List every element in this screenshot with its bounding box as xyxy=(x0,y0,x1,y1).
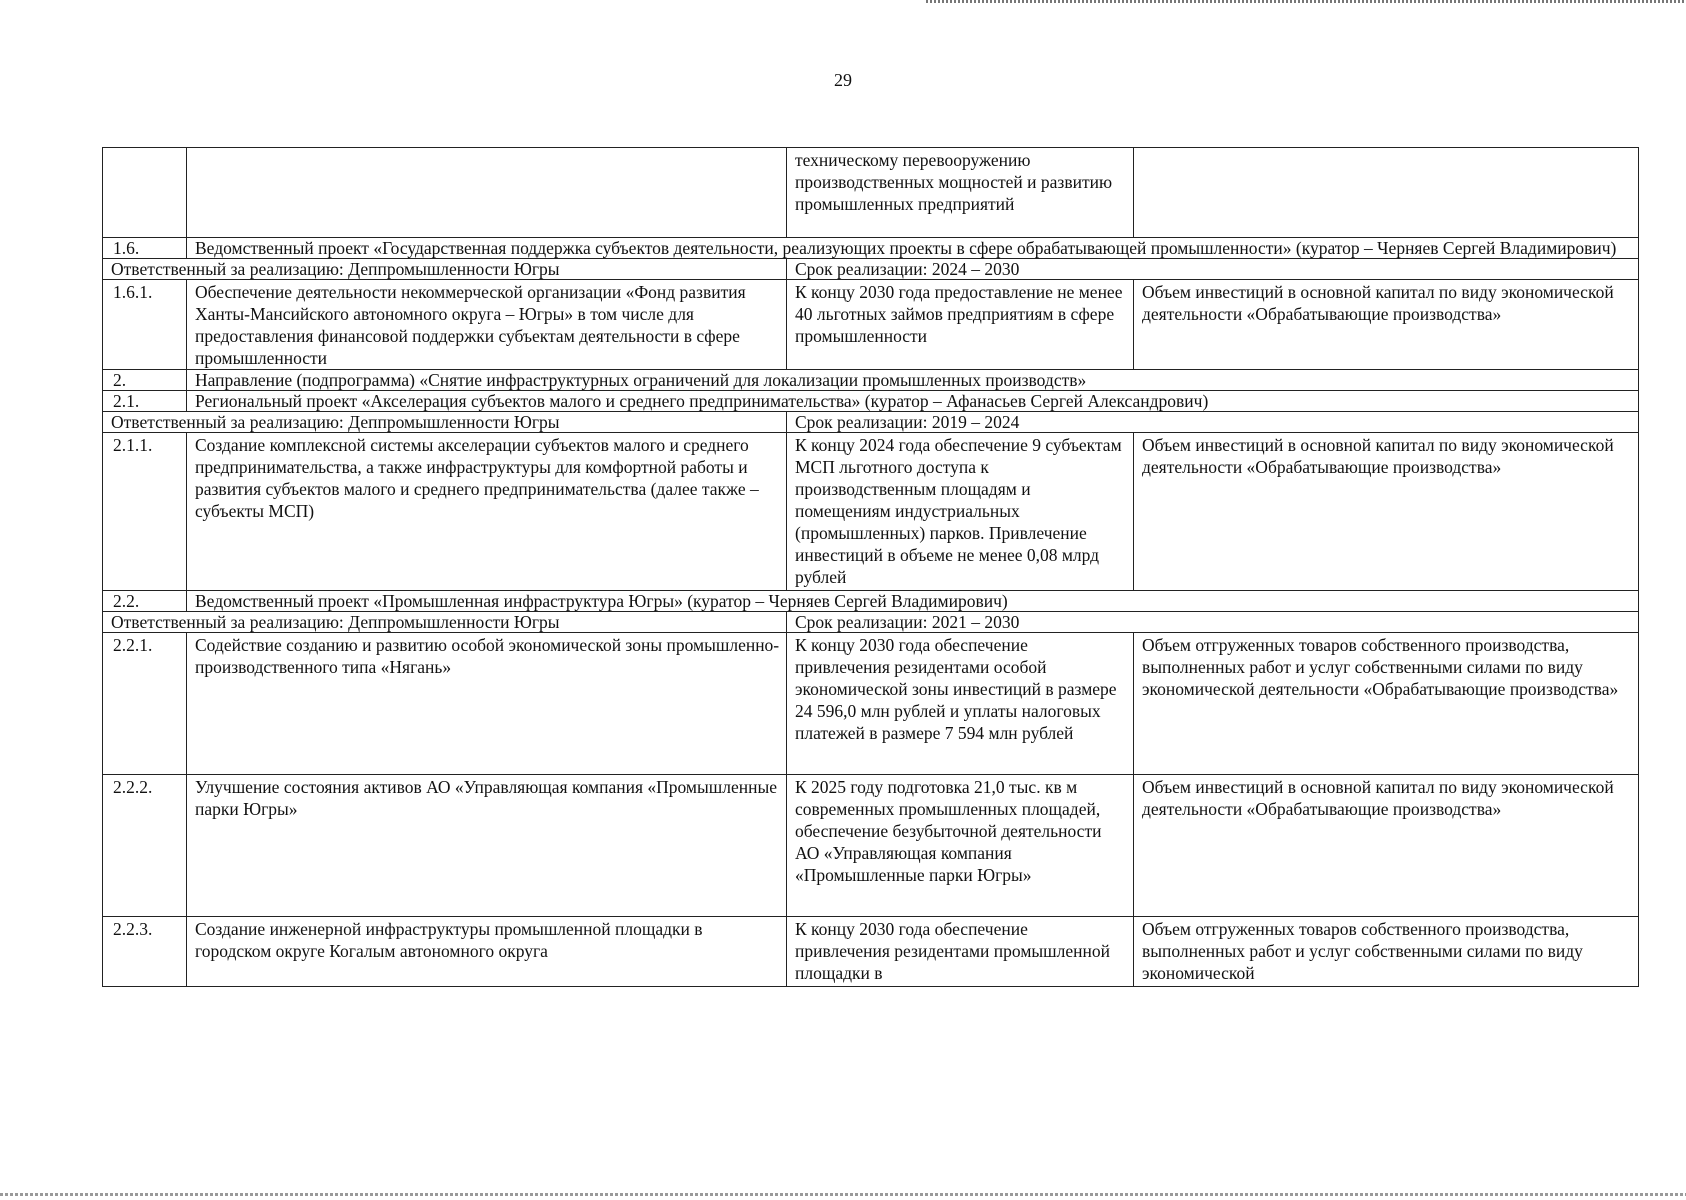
indicator-cell xyxy=(1134,148,1639,238)
section-number: 2.2. xyxy=(103,591,187,612)
table-row xyxy=(103,633,1639,775)
term-cell: Срок реализации: 2019 – 2024 xyxy=(787,412,1639,433)
task-cell: Обеспечение деятельности некоммерческой организации «Фонд развития Ханты-Мансийского автономного округа – Югры» в том числе для предоставления финансовой поддержки субъектам деятельности в сфере промышленности xyxy=(187,280,787,370)
indicator-cell: Объем отгруженных товаров собственного производства, выполненных работ и услуг собственными силами по виду экономической деятельности «Обрабатывающие производства» xyxy=(1134,633,1639,775)
number-cell xyxy=(103,148,187,238)
number-cell: 1.6.1. xyxy=(103,280,187,370)
section-row xyxy=(103,370,1639,391)
page-number: 29 xyxy=(834,70,852,90)
section-title: Ведомственный проект «Промышленная инфраструктура Югры» (куратор – Черняев Сергей Владимирович) xyxy=(187,591,1639,612)
responsible-row xyxy=(103,259,1639,280)
task-cell: Создание комплексной системы акселерации субъектов малого и среднего предпринимательства, а также инфраструктуры для комфортной работы и развития субъектов малого и среднего предпринимательства (далее также – субъекты МСП) xyxy=(187,433,787,591)
responsible-row xyxy=(103,412,1639,433)
indicator-cell: Объем инвестиций в основной капитал по виду экономической деятельности «Обрабатывающие производства» xyxy=(1134,280,1639,370)
table-row xyxy=(103,775,1639,917)
number-cell: 2.1.1. xyxy=(103,433,187,591)
number-cell: 2.2.3. xyxy=(103,917,187,987)
task-cell: Создание инженерной инфраструктуры промышленной площадки в городском округе Когалым автономного округа xyxy=(187,917,787,987)
task-cell: Содействие созданию и развитию особой экономической зоны промышленно-производственного типа «Нягань» xyxy=(187,633,787,775)
indicator-cell: Объем инвестиций в основной капитал по виду экономической деятельности «Обрабатывающие производства» xyxy=(1134,775,1639,917)
indicator-cell: Объем инвестиций в основной капитал по виду экономической деятельности «Обрабатывающие производства» xyxy=(1134,433,1639,591)
number-cell: 2.2.2. xyxy=(103,775,187,917)
number-cell: 2.2.1. xyxy=(103,633,187,775)
result-cell: К концу 2030 года обеспечение привлечения резидентами промышленной площадки в xyxy=(787,917,1134,987)
section-row xyxy=(103,391,1639,412)
table-row xyxy=(103,148,1639,238)
task-cell: Улучшение состояния активов АО «Управляющая компания «Промышленные парки Югры» xyxy=(187,775,787,917)
term-cell: Срок реализации: 2021 – 2030 xyxy=(787,612,1639,633)
table-row xyxy=(103,280,1639,370)
responsible-cell: Ответственный за реализацию: Деппромышленности Югры xyxy=(103,612,787,633)
program-table xyxy=(102,147,1639,987)
responsible-row xyxy=(103,612,1639,633)
result-cell: К 2025 году подготовка 21,0 тыс. кв м современных промышленных площадей, обеспечение безубыточной деятельности АО «Управляющая компания «Промышленные парки Югры» xyxy=(787,775,1134,917)
scan-edge-bottom xyxy=(0,1193,1686,1196)
result-cell: К концу 2030 года предоставление не менее 40 льготных займов предприятиям в сфере промышленности xyxy=(787,280,1134,370)
scan-edge-top xyxy=(926,0,1686,3)
section-title: Региональный проект «Акселерация субъектов малого и среднего предпринимательства» (куратор – Афанасьев Сергей Александрович) xyxy=(187,391,1639,412)
section-row xyxy=(103,591,1639,612)
task-cell xyxy=(187,148,787,238)
indicator-cell: Объем отгруженных товаров собственного производства, выполненных работ и услуг собственными силами по виду экономической xyxy=(1134,917,1639,987)
responsible-cell: Ответственный за реализацию: Деппромышленности Югры xyxy=(103,259,787,280)
section-number: 1.6. xyxy=(103,238,187,259)
result-cell: техническому перевооружению производственных мощностей и развитию промышленных предприятий xyxy=(787,148,1134,238)
table-row xyxy=(103,433,1639,591)
section-row xyxy=(103,238,1639,259)
result-cell: К концу 2024 года обеспечение 9 субъектам МСП льготного доступа к производственным площадям и помещениям индустриальных (промышленных) парков. Привлечение инвестиций в объеме не менее 0,08 млрд рублей xyxy=(787,433,1134,591)
table-row xyxy=(103,917,1639,987)
section-number: 2.1. xyxy=(103,391,187,412)
section-title: Направление (подпрограмма) «Снятие инфраструктурных ограничений для локализации промышленных производств» xyxy=(187,370,1639,391)
section-number: 2. xyxy=(103,370,187,391)
responsible-cell: Ответственный за реализацию: Деппромышленности Югры xyxy=(103,412,787,433)
section-title: Ведомственный проект «Государственная поддержка субъектов деятельности, реализующих проекты в сфере обрабатывающей промышленности» (куратор – Черняев Сергей Владимирович) xyxy=(187,238,1639,259)
term-cell: Срок реализации: 2024 – 2030 xyxy=(787,259,1639,280)
result-cell: К концу 2030 года обеспечение привлечения резидентами особой экономической зоны инвестиций в размере 24 596,0 млн рублей и уплаты налоговых платежей в размере 7 594 млн рублей xyxy=(787,633,1134,775)
